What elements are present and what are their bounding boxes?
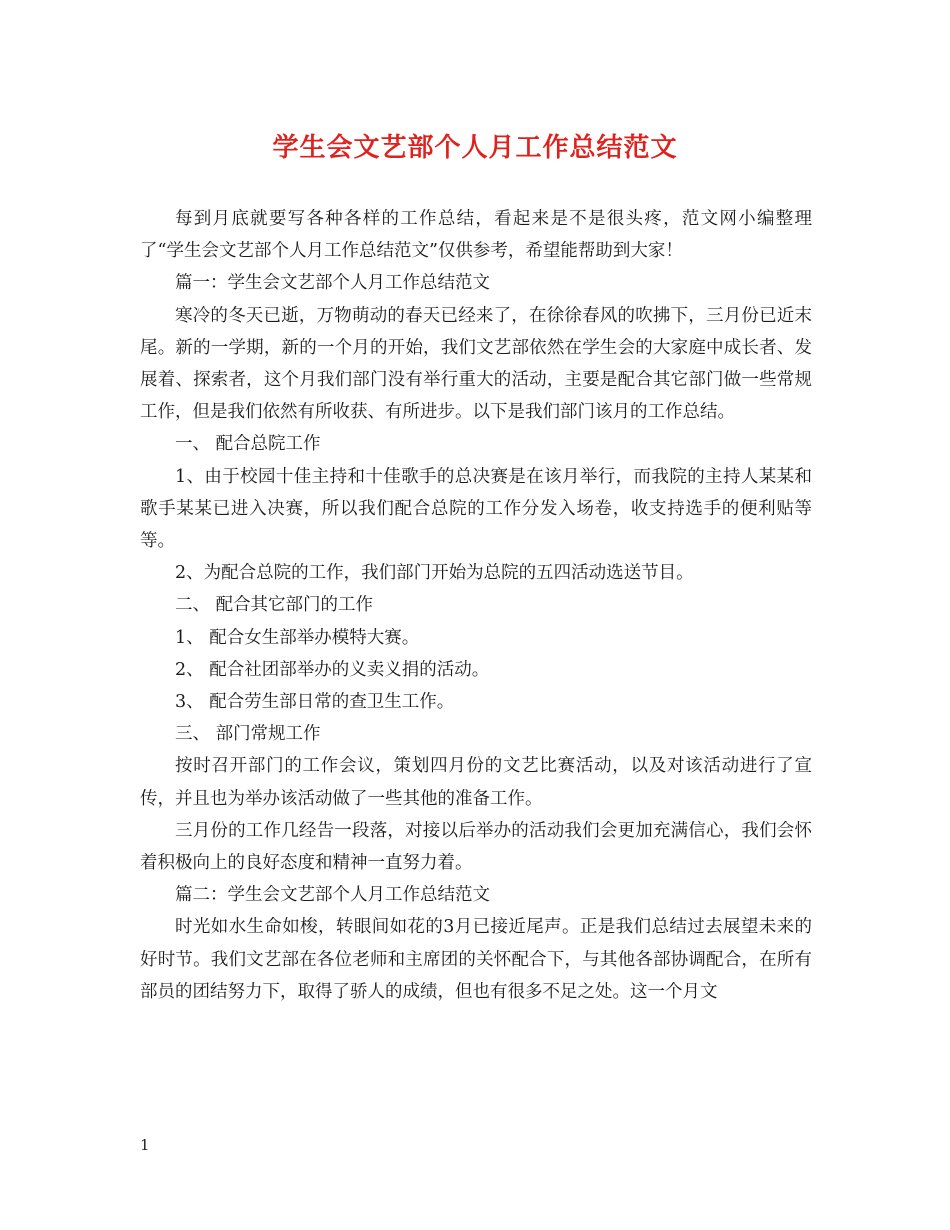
list-item: 2、 配合社团部举办的义卖义捐的活动。 [175, 659, 490, 680]
paragraph-intro: 每到月底就要写各种各样的工作总结，看起来是不是很头疼，范文网小编整理了“学生会文艺部个人月工作总结范文”仅供参考，希望能帮助到大家！ [140, 209, 812, 262]
document-title: 学生会文艺部个人月工作总结范文 [272, 133, 678, 163]
paragraph: 按时召开部门的工作会议，策划四月份的文艺比赛活动，以及对该活动进行了宣传，并且也为举办该活动做了一些其他的准备工作。 [140, 756, 812, 809]
paragraph: 三月份的工作几经告一段落，对接以后举办的活动我们会更加充满信心，我们会怀着积极向上的良好态度和精神一直努力着。 [140, 820, 812, 874]
section-heading-one: 一、 配合总院工作 [175, 434, 321, 455]
list-item: 3、 配合劳生部日常的查卫生工作。 [175, 692, 455, 713]
page-number: 1 [140, 1136, 150, 1154]
paragraph-heading-part-two: 篇二：学生会文艺部个人月工作总结范文 [175, 885, 490, 906]
paragraph-heading-part-one: 篇一：学生会文艺部个人月工作总结范文 [175, 273, 490, 294]
section-heading-three: 三、 部门常规工作 [175, 724, 321, 745]
list-item: 1、 配合女生部举办模特大赛。 [175, 627, 420, 648]
paragraph: 时光如水生命如梭，转眼间如花的3月已接近尾声。正是我们总结过去展望未来的好时节。我们文艺部在各位老师和主席团的关怀配合下，与其他各部协调配合，在所有部员的团结努力下，取得了骄人的成绩，但也有很多不足之处。这一个月文 [140, 917, 812, 1002]
section-heading-two: 二、 配合其它部门的工作 [175, 595, 374, 616]
list-item: 1、由于校园十佳主持和十佳歌手的总决赛是在该月举行，而我院的主持人某某和歌手某某已进入决赛，所以我们配合总院的工作分发入场卷，收支持选手的便利贴等等。 [140, 466, 812, 552]
document-body [140, 203, 812, 1008]
paragraph: 寒冷的冬天已逝，万物萌动的春天已经来了，在徐徐春风的吹拂下，三月份已近末尾。新的一学期，新的一个月的开始，我们文艺部依然在学生会的大家庭中成长者、发展着、探索者，这个月我们部门没有举行重大的活动，主要是配合其它部门做一些常规工作，但是我们依然有所收获、有所进步。以下是我们部门该月的工作总结。 [140, 305, 812, 423]
list-item: 2、为配合总院的工作，我们部门开始为总院的五四活动选送节目。 [175, 563, 694, 584]
